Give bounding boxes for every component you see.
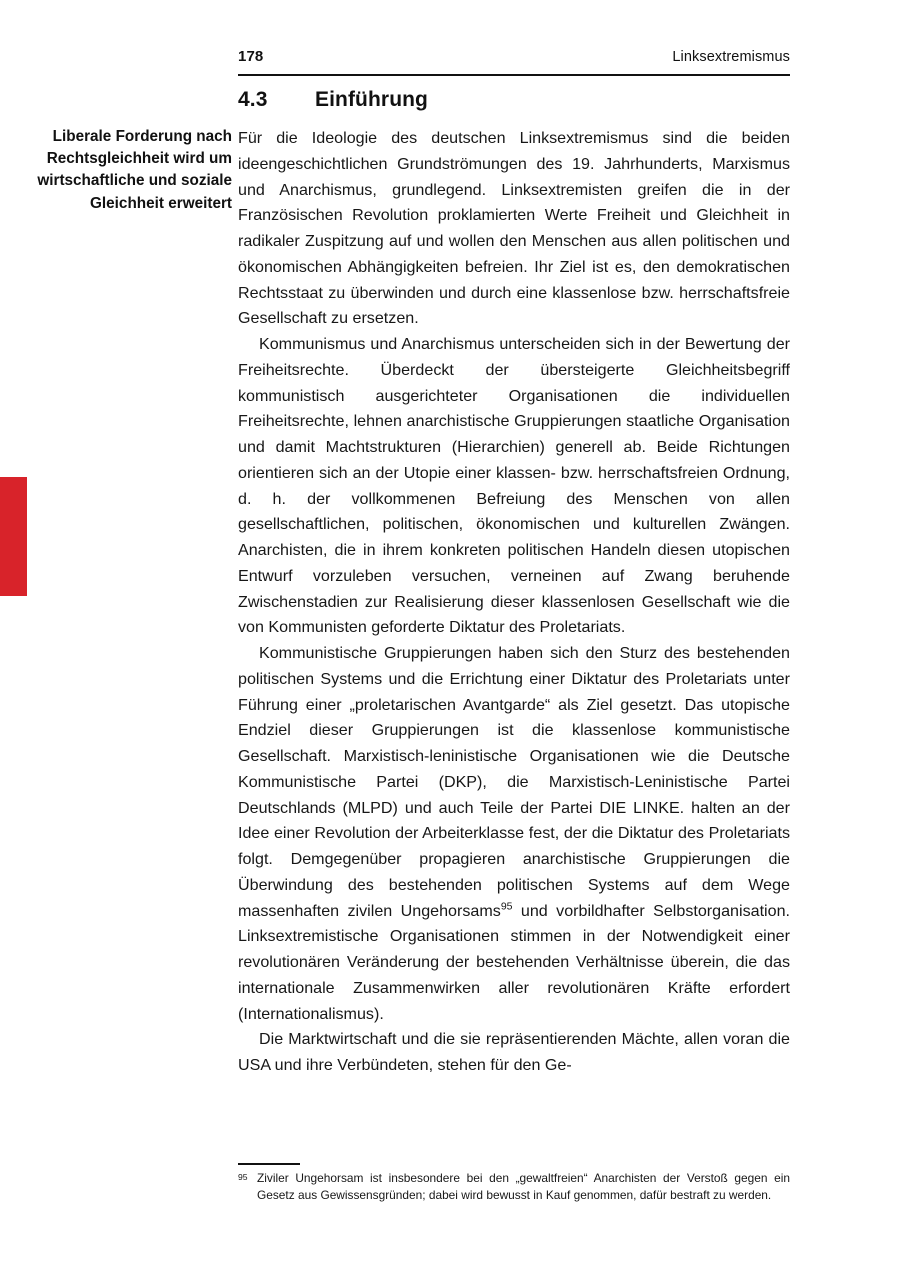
running-header [238, 48, 790, 65]
section-number: 4.3 [238, 88, 268, 111]
footnote-number: 95 [238, 1172, 248, 1182]
running-head-chapter-title: Linksextremismus [672, 49, 790, 65]
footnote-text: Ziviler Ungehorsam ist insbesondere bei den „gewaltfreien“ Anarchisten der Verstoß gegen ein Gesetz aus Gewissensgründen; dabei wird bewusst in Kauf genommen, dafür bestraft zu werden. [257, 1171, 790, 1203]
chapter-edge-tab-marker [0, 477, 27, 596]
section-heading [238, 88, 790, 112]
footnote-reference-95[interactable]: 95 [500, 900, 513, 913]
footnote-item [238, 1170, 790, 1205]
paragraph-2: Kommunismus und Anarchismus unterscheiden sich in der Bewertung der Freiheitsrechte. Überdeckt der übersteigerte Gleichheitsbegriff kommunistisch ausgerichteter Organisationen die individuellen Freiheitsrechte, lehnen anarchistische Gruppierungen staatliche Organisation und damit Machtstrukturen (Hierarchien) generell ab. Beide Richtungen orientieren sich an der Utopie einer klassen- bzw. herrschaftsfreien Ordnung, d. h. der vollkommenen Befreiung des Menschen von allen gesellschaftlichen, politischen, ökonomischen und kulturellen Zwängen. Anarchisten, die in ihrem konkreten politischen Handeln diesen utopischen Entwurf vorzuleben versuchen, verneinen auf Zwang beruhende Zwischenstadien zur Realisierung dieser klassenlosen Gesellschaft wie die von Kommunisten geforderte Diktatur des Proletariats. [238, 335, 790, 637]
footnote-area [238, 1170, 790, 1205]
section-title: Einführung [315, 88, 428, 111]
marginal-note: Liberale Forderung nach Rechtsgleichheit wird um wirtschaftliche und soziale Gleichheit erweitert [37, 128, 232, 212]
paragraph-3-text-before-footnote: Kommunistische Gruppierungen haben sich den Sturz des bestehenden politischen Systems und die Errichtung einer Diktatur des Proletariats unter Führung einer „proletarischen Avantgarde“ als Ziel gesetzt. Das utopische Endziel dieser Gruppierungen ist die klassenlose kommunistische Gesellschaft. Marxistisch-leninistische Organisationen wie die Deutsche Kommunistische Partei (DKP), die Marxistisch-Leninistische Partei Deutschlands (MLPD) und auch Teile der Partei DIE LINKE. halten an der Idee einer Revolution der Arbeiterklasse fest, der die Diktatur des Proletariats folgt. Demgegenüber propagieren anarchistische Gruppierungen die Überwindung des bestehenden politischen Systems auf dem Wege massenhaften zivilen Ungehorsams [238, 644, 790, 920]
footnote-separator-rule [238, 1163, 300, 1165]
body-text-column [238, 126, 790, 1079]
paragraph-3 [238, 641, 790, 1027]
page-number: 178 [238, 48, 264, 65]
paragraph-4: Die Marktwirtschaft und die sie repräsentierenden Mächte, allen voran die USA und ihre Verbündeten, stehen für den Ge- [238, 1030, 790, 1074]
header-rule [238, 74, 790, 76]
paragraph-3-text-after-footnote: und vorbildhafter Selbstorganisation. Linksextremistische Organisationen stimmen in der Notwendigkeit einer revolutionären Veränderung der bestehenden Verhältnisse überein, die das internationale Zusammenwirken aller revolutionären Kräfte erfordert (Internationalismus). [238, 901, 790, 1023]
paragraph-1: Für die Ideologie des deutschen Linksextremismus sind die beiden ideengeschichtlichen Grundströmungen des 19. Jahrhunderts, Marxismus und Anarchismus, grundlegend. Linksextremisten greifen die in der Französischen Revolution proklamierten Werte Freiheit und Gleichheit in radikaler Zuspitzung auf und wollen den Menschen aus allen politischen und ökonomischen Abhängigkeiten befreien. Ihr Ziel ist es, den demokratischen Rechtsstaat zu überwinden und durch eine klassenlose bzw. herrschaftsfreie Gesellschaft zu ersetzen. [238, 129, 790, 328]
